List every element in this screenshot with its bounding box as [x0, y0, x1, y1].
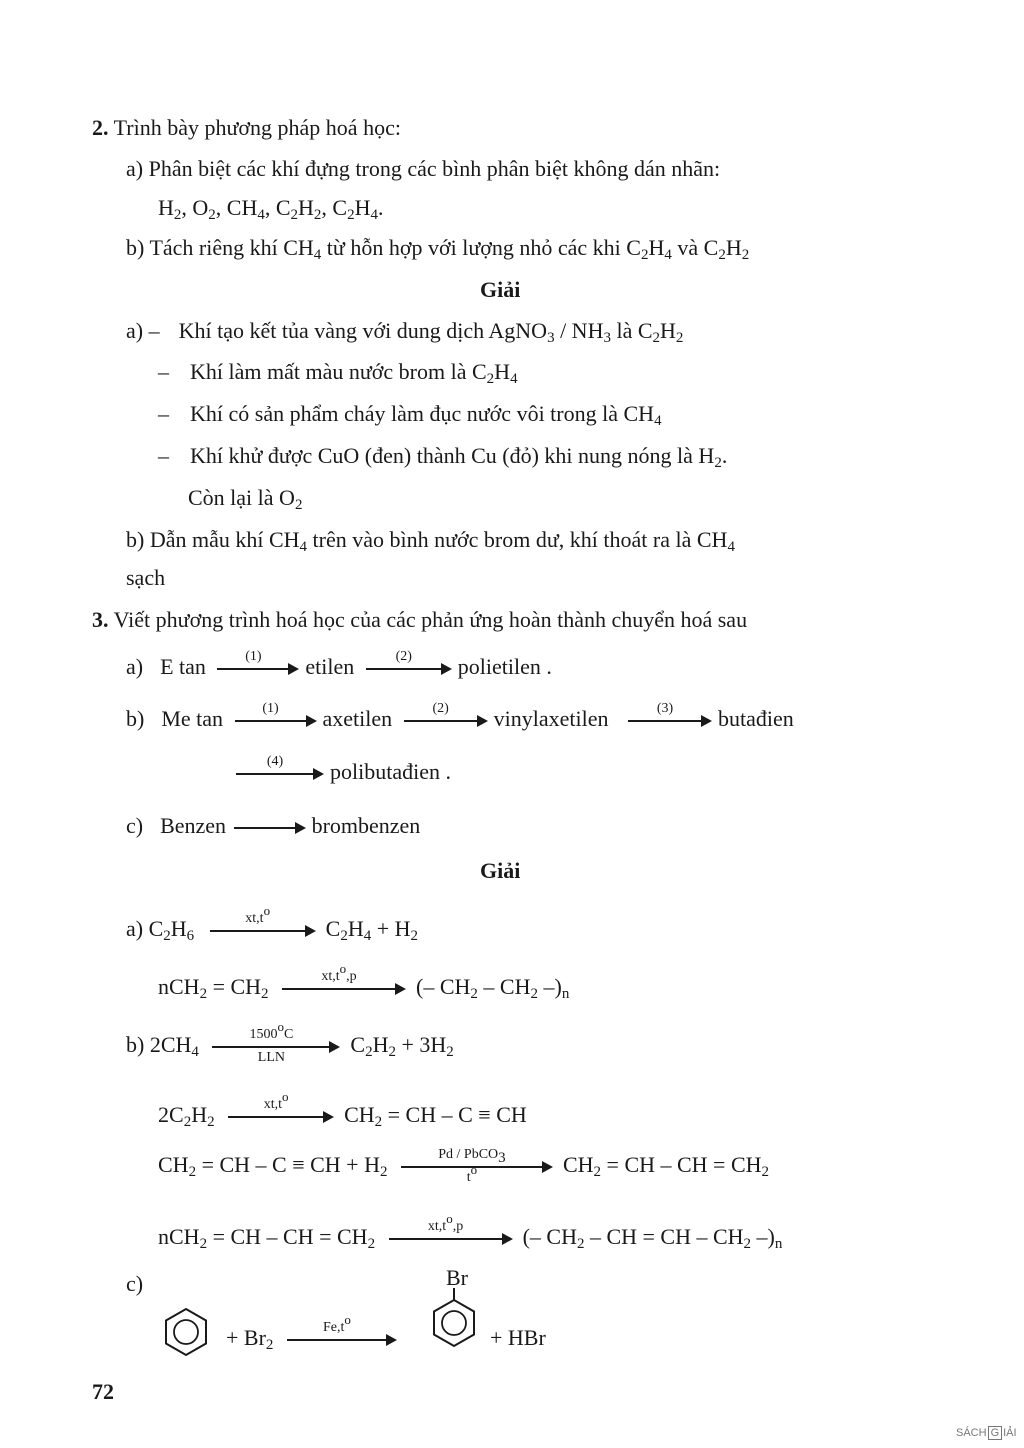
sol2-b2: sạch: [126, 565, 166, 590]
sol2-a1-text: H: [660, 318, 676, 343]
sol2-a5-text: Còn lại là O: [188, 485, 295, 510]
sub: 2: [652, 330, 661, 346]
condition: xt,t: [263, 1096, 282, 1112]
chain-item: butađien: [718, 706, 794, 731]
sol2-a3-text: Khí có sản phẩm cháy làm đục nước vôi trong là CH: [190, 401, 655, 426]
formula: = CH – CH = CH: [207, 1224, 368, 1249]
gas-sub: 2: [347, 207, 355, 223]
sub: 2: [486, 371, 495, 387]
formula: CH: [344, 1102, 375, 1127]
sol2-b-label: b): [126, 527, 145, 552]
arrow-step: (4): [266, 753, 284, 769]
sub: 2: [367, 1236, 376, 1252]
gas-sub: 4: [370, 207, 378, 223]
formula: H: [191, 1102, 208, 1127]
q3-a-label: a): [126, 654, 144, 679]
formula: H: [347, 916, 364, 941]
formula: (– CH: [416, 974, 471, 999]
sub: 2: [741, 247, 750, 263]
reaction-arrow: [389, 1210, 513, 1253]
arrow-step: (2): [395, 648, 412, 664]
q3-heading: [92, 606, 747, 634]
arrow-step: (2): [432, 700, 449, 716]
sup: o: [344, 1311, 351, 1327]
q3-title: Viết phương trình hoá học của các phản ứng hoàn thành chuyển hoá sau: [113, 607, 748, 632]
sub: 2: [188, 1164, 197, 1180]
page-number: 72: [92, 1379, 114, 1404]
bromobenzene-ring-icon: [428, 1288, 480, 1350]
formula: + H: [371, 916, 411, 941]
sub: 4: [654, 413, 662, 429]
sol2-a2-text: H: [494, 359, 511, 384]
sol2-a3: [158, 400, 662, 428]
sub: 2: [593, 1164, 602, 1180]
q2-a-text: Phân biệt các khí đựng trong các bình phân biệt không dán nhãn:: [148, 156, 721, 181]
q2-b-text: từ hỗn hợp với lượng nhỏ các khi C: [321, 235, 641, 260]
formula: – CH = CH – CH: [584, 1224, 744, 1249]
sub: 2: [761, 1164, 770, 1180]
sub: 2: [640, 247, 649, 263]
gas-sub: 2: [173, 207, 182, 223]
sub: 2: [576, 1236, 585, 1252]
q3-b: [126, 700, 794, 735]
sol2-a1: [126, 317, 683, 345]
arrow-step: (1): [245, 648, 262, 664]
sol3-b-label: b): [126, 1032, 145, 1057]
eq-b1: [126, 1018, 454, 1065]
gas-part: H: [354, 195, 371, 220]
benzene-ring-icon: [160, 1306, 212, 1358]
sol2-b-text: Dẫn mẫu khí CH: [149, 527, 300, 552]
sol3-a-label: a): [126, 916, 144, 941]
formula: – CH: [477, 974, 531, 999]
chain-item: axetilen: [322, 706, 393, 731]
sub: 2: [261, 986, 269, 1002]
sol2-a4-text: Khí khử được CuO (đen) thành Cu (đỏ) khi nung nóng là H: [190, 443, 715, 468]
formula: H: [170, 916, 187, 941]
q2-b-text: và C: [671, 235, 719, 260]
sub: 4: [510, 371, 518, 387]
sol2-a2-text: Khí làm mất màu nước brom là C: [190, 359, 487, 384]
q2-b-text: H: [648, 235, 665, 260]
sub: 2: [714, 455, 722, 471]
q3-c: [126, 812, 420, 842]
logo-text: IẢI: [1003, 1427, 1017, 1439]
formula: C: [325, 916, 341, 941]
sub: 2: [410, 928, 419, 944]
sup: o: [277, 1018, 284, 1034]
chain-item: Me tan: [161, 706, 224, 731]
formula: + 3H: [395, 1032, 447, 1057]
sub: 4: [727, 539, 735, 555]
eq-b2: [158, 1088, 527, 1131]
reaction-arrow: [228, 1088, 334, 1131]
q2-number: 2.: [92, 115, 109, 140]
chain-item: etilen: [305, 654, 355, 679]
sub: 2: [470, 986, 478, 1002]
gas-part: H: [298, 195, 314, 220]
sol2-a4: [158, 442, 727, 470]
q3-number: 3.: [92, 607, 109, 632]
chain-item: brombenzen: [311, 813, 421, 838]
gas-sub: 2: [290, 207, 299, 223]
sub: 3: [547, 330, 555, 346]
sol2-b1: [126, 526, 735, 554]
chain-item: E tan: [160, 654, 206, 679]
formula: –): [537, 974, 562, 999]
dash: –: [158, 401, 169, 426]
sub: n: [774, 1236, 783, 1252]
condition: ,p: [346, 968, 357, 984]
sub: 2: [446, 1044, 454, 1060]
sub: 4: [664, 247, 672, 263]
reaction-arrow: [217, 648, 299, 683]
q2-title: Trình bày phương pháp hoá học:: [113, 115, 401, 140]
gas-part: H: [158, 195, 174, 220]
formula: (– CH: [522, 1224, 577, 1249]
q2-heading: [92, 114, 401, 142]
sup: o: [339, 960, 347, 976]
condition: ,p: [452, 1218, 464, 1234]
sub: 2: [265, 1337, 274, 1353]
sol2-a2: [158, 358, 518, 386]
reaction-arrow: [212, 1018, 340, 1065]
condition: Pd / PbCO: [438, 1146, 499, 1162]
sol2-a1-text: / NH: [554, 318, 604, 343]
q2-b-text: H: [725, 235, 742, 260]
gas-sub: 4: [257, 207, 265, 223]
sub: n: [561, 986, 570, 1002]
reaction-arrow: [401, 1146, 553, 1185]
reaction-arrow: [628, 700, 712, 735]
condition: xt,t: [245, 910, 264, 926]
sub: 2: [379, 1164, 388, 1180]
bromo-label: Br: [446, 1265, 468, 1290]
sub: 2: [675, 330, 684, 346]
formula: nCH: [158, 974, 200, 999]
sub: 2: [294, 497, 303, 513]
sub: 2: [199, 986, 208, 1002]
eq-a1: [126, 902, 419, 945]
arrow-step: (1): [262, 700, 279, 716]
reaction-arrow: [235, 700, 317, 735]
q3-solution-heading: Giải: [480, 858, 521, 883]
formula: + Br: [226, 1325, 266, 1350]
formula: = CH – C ≡ CH + H: [196, 1152, 380, 1177]
sol2-a4-text: .: [721, 443, 728, 468]
chain-item: polibutađien .: [330, 759, 451, 784]
formula: nCH: [158, 1224, 200, 1249]
sub: 2: [340, 928, 348, 944]
sol2-a5: [188, 484, 302, 512]
reaction-arrow: [366, 648, 452, 683]
formula: C: [148, 916, 164, 941]
arrow-step: (3): [656, 700, 674, 716]
sub: 2: [199, 1236, 208, 1252]
sol2-a1-text: là C: [610, 318, 653, 343]
sub: 2: [365, 1044, 373, 1060]
formula: 2C: [158, 1102, 184, 1127]
logo-text: SÁCH: [956, 1427, 987, 1439]
reaction-arrow: [404, 700, 488, 735]
q3-b-cont: [236, 753, 451, 788]
q2-solution-heading: Giải: [480, 277, 521, 302]
sub: 2: [718, 247, 726, 263]
logo-text: G: [988, 1426, 1003, 1440]
formula: C: [350, 1032, 366, 1057]
sol2-b-text: trên vào bình nước brom dư, khí thoát ra là CH: [307, 527, 728, 552]
q2-a-label: a): [126, 156, 144, 181]
reaction-arrow: [287, 1311, 397, 1354]
sup: o: [263, 902, 271, 918]
gas-part: , CH: [215, 195, 258, 220]
condition: Fe,t: [322, 1319, 345, 1335]
gas-part: , C: [264, 195, 291, 220]
hbr-product: + HBr: [490, 1325, 546, 1350]
formula: H: [372, 1032, 389, 1057]
condition: xt,t: [321, 968, 340, 984]
condition: xt,t: [427, 1218, 447, 1234]
sub: 4: [363, 928, 372, 944]
condition: LLN: [257, 1049, 285, 1065]
chain-item: polietilen .: [457, 654, 552, 679]
reaction-arrow: [210, 902, 316, 945]
gas-part: , C: [321, 195, 348, 220]
dash: –: [158, 359, 169, 384]
sub: 3: [498, 1149, 506, 1166]
sub: 2: [743, 1236, 752, 1252]
eq-a2: [158, 960, 570, 1003]
gas-sub: 2: [313, 207, 322, 223]
gas-part: , O: [181, 195, 209, 220]
sup: o: [470, 1161, 478, 1177]
eq-b4: [158, 1210, 783, 1253]
q2-b-text: Tách riêng khí CH: [149, 235, 314, 260]
q2-b-label: b): [126, 235, 145, 260]
sup: o: [281, 1088, 289, 1104]
sub: 2: [388, 1044, 396, 1060]
sub: 2: [530, 986, 538, 1002]
formula: = CH: [207, 974, 262, 999]
eq-c: [226, 1311, 403, 1354]
formula: 2CH: [149, 1032, 192, 1057]
sub: 2: [207, 1114, 215, 1130]
chain-item: Benzen: [160, 813, 227, 838]
q3-a: [126, 648, 552, 683]
sub: 2: [374, 1114, 383, 1130]
sub: 4: [313, 247, 322, 263]
gas-sub: 2: [208, 207, 216, 223]
formula: –): [751, 1224, 775, 1249]
formula: = CH – CH = CH: [601, 1152, 762, 1177]
sub: 2: [183, 1114, 192, 1130]
sol3-c-label: c): [126, 1271, 144, 1296]
formula: = CH – C ≡ CH: [382, 1102, 527, 1127]
publisher-logo: [956, 1426, 1017, 1440]
sub: 3: [603, 330, 611, 346]
sub: 6: [186, 928, 195, 944]
q2-a-gases: [158, 194, 384, 222]
chain-item: vinylaxetilen: [493, 706, 609, 731]
reaction-arrow: [234, 814, 306, 842]
dash: –: [158, 443, 169, 468]
sub: 2: [163, 928, 171, 944]
q3-b-label: b): [126, 706, 145, 731]
q2-a: [126, 155, 720, 183]
condition: 1500: [249, 1026, 278, 1042]
formula: CH: [562, 1152, 594, 1177]
q3-c-label: c): [126, 813, 144, 838]
eq-b3: [158, 1146, 770, 1185]
reaction-arrow: [236, 753, 324, 788]
sup: o: [446, 1210, 453, 1226]
gas-part: .: [378, 195, 384, 220]
condition: t: [466, 1169, 471, 1185]
condition: C: [283, 1026, 294, 1042]
sub: 4: [299, 539, 308, 555]
formula: CH: [158, 1152, 189, 1177]
sol2-a-label: a) –: [126, 318, 160, 343]
sol2-a1-text: Khí tạo kết tủa vàng với dung dịch AgNO: [178, 318, 548, 343]
sub: 4: [191, 1044, 199, 1060]
reaction-arrow: [282, 960, 406, 1003]
q2-b: [126, 234, 749, 262]
